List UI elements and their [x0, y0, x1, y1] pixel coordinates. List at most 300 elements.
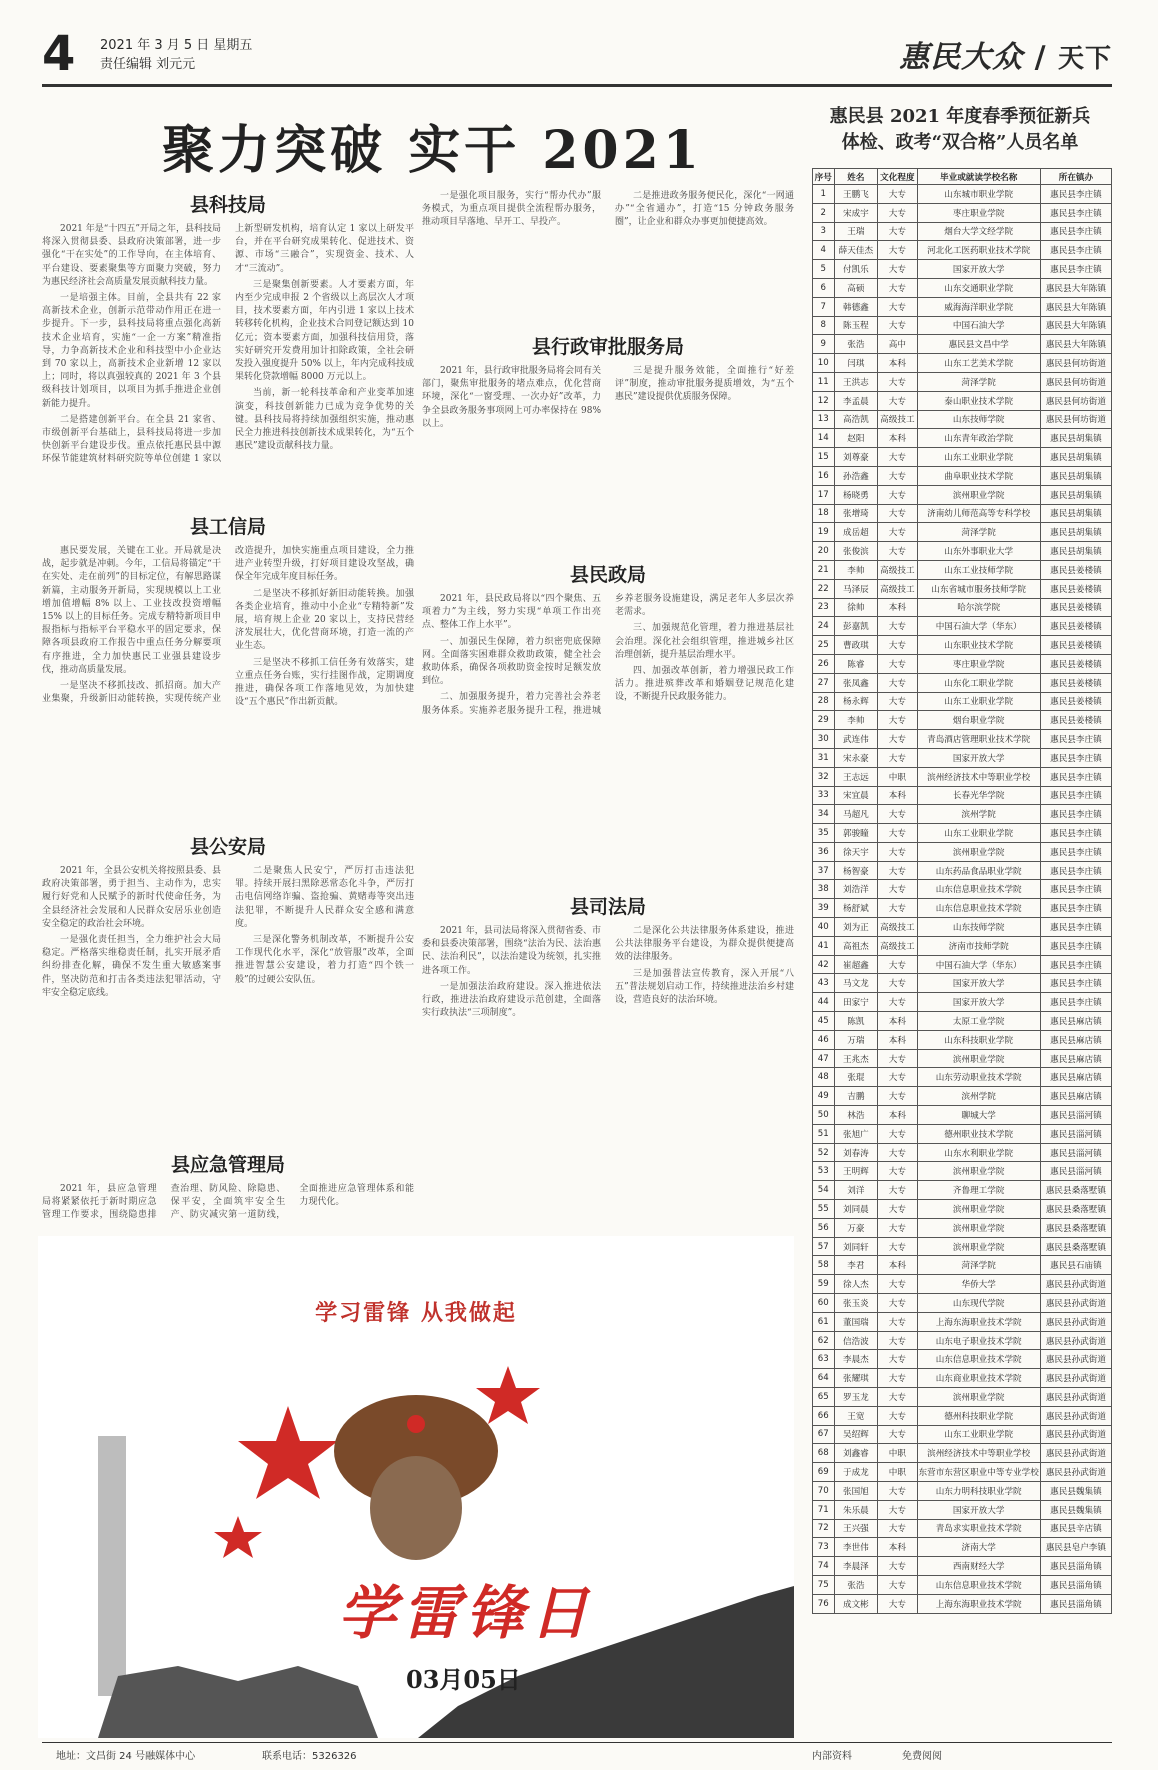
table-cell: 惠民县李庄镇 [1040, 974, 1111, 993]
table-cell: 李君 [834, 1256, 878, 1275]
table-cell: 大专 [878, 880, 917, 899]
table-cell: 42 [813, 955, 835, 974]
table-cell: 王兴强 [834, 1519, 878, 1538]
table-row [813, 504, 1112, 523]
table-cell: 山东技师学院 [917, 410, 1040, 429]
table-cell: 山东省城市服务技师学院 [917, 579, 1040, 598]
table-cell: 大专 [878, 1312, 917, 1331]
poster-slogan: 学习雷锋 从我做起 [315, 1301, 517, 1326]
table-cell: 山东技师学院 [917, 918, 1040, 937]
table-row [813, 372, 1112, 391]
table-cell: 惠民县孙武街道 [1040, 1331, 1111, 1350]
table-cell: 11 [813, 372, 835, 391]
table-cell: 王鹏飞 [834, 185, 878, 204]
table-cell: 大专 [878, 1200, 917, 1219]
article-civil-affairs-bureau [422, 560, 794, 878]
table-cell: 大专 [878, 542, 917, 561]
table-cell: 惠民县孙武街道 [1040, 1444, 1111, 1463]
table-row [813, 899, 1112, 918]
table-cell: 大专 [878, 654, 917, 673]
table-row [813, 297, 1112, 316]
table-cell: 18 [813, 504, 835, 523]
table-cell: 刘浩洋 [834, 880, 878, 899]
table-cell: 61 [813, 1312, 835, 1331]
table-row [813, 260, 1112, 279]
table-cell: 徐帅 [834, 598, 878, 617]
table-cell: 马文龙 [834, 974, 878, 993]
table-cell: 本科 [878, 598, 917, 617]
table-cell: 张浩 [834, 1575, 878, 1594]
table-cell: 万瑞 [834, 1030, 878, 1049]
table-row [813, 1444, 1112, 1463]
table-row [813, 222, 1112, 241]
table-cell: 惠民县淄河镇 [1040, 1106, 1111, 1125]
table-cell: 大专 [878, 636, 917, 655]
footer-address: 地址：文昌街 24 号融媒体中心 [56, 1751, 196, 1762]
table-cell: 29 [813, 711, 835, 730]
table-cell: 国家开放大学 [917, 260, 1040, 279]
table-cell: 李帅 [834, 711, 878, 730]
table-cell: 惠民县孙武街道 [1040, 1312, 1111, 1331]
table-cell: 张国旭 [834, 1481, 878, 1500]
table-cell: 惠民县李庄镇 [1040, 918, 1111, 937]
table-cell: 47 [813, 1049, 835, 1068]
table-row [813, 560, 1112, 579]
table-cell: 刘尊豪 [834, 448, 878, 467]
table-cell: 惠民县魏集镇 [1040, 1481, 1111, 1500]
table-row [813, 805, 1112, 824]
table-cell: 惠民县胡集镇 [1040, 542, 1111, 561]
table-cell: 惠民县孙武街道 [1040, 1294, 1111, 1313]
article-police-bureau [42, 832, 414, 1142]
table-cell: 山东商业职业技术学院 [917, 1369, 1040, 1388]
table-cell: 山东城市职业学院 [917, 185, 1040, 204]
table-cell: 曹政琪 [834, 636, 878, 655]
table-cell: 惠民县胡集镇 [1040, 504, 1111, 523]
table-cell: 惠民县淄角镇 [1040, 1575, 1111, 1594]
table-cell: 56 [813, 1218, 835, 1237]
roster-header-cell: 文化程度 [878, 169, 917, 185]
table-cell: 王兆杰 [834, 1049, 878, 1068]
table-cell: 64 [813, 1369, 835, 1388]
table-cell: 孙浩鑫 [834, 466, 878, 485]
table-row [813, 203, 1112, 222]
table-cell: 62 [813, 1331, 835, 1350]
table-cell: 57 [813, 1237, 835, 1256]
table-cell: 67 [813, 1425, 835, 1444]
table-cell: 惠民县辛店镇 [1040, 1519, 1111, 1538]
table-cell: 王志远 [834, 767, 878, 786]
table-cell: 21 [813, 560, 835, 579]
table-cell: 大专 [878, 861, 917, 880]
table-cell: 19 [813, 523, 835, 542]
paragraph: 2021 年是“十四五”开局之年，县科技局将深入贯彻县委、县政府决策部署，进一步强化“干在实处”的工作导向，在主体培育、平台建设、要素聚集等方面聚力突破，努力为惠民经济社会高质量发展贡献科技力量。 [42, 224, 221, 287]
table-cell: 40 [813, 918, 835, 937]
paragraph: 三、加强规范化管理，着力推进基层社会治理。深化社会组织管理，推进城乡社区治理创新，提升基层治理水平。 [615, 623, 794, 660]
table-cell: 杨晓勇 [834, 485, 878, 504]
table-cell: 惠民县孙武街道 [1040, 1425, 1111, 1444]
table-cell: 27 [813, 673, 835, 692]
table-cell: 6 [813, 278, 835, 297]
table-row [813, 1406, 1112, 1425]
roster-header-cell: 姓名 [834, 169, 878, 185]
table-cell: 25 [813, 636, 835, 655]
article-title: 县工信局 [189, 516, 266, 538]
article-middle-top [422, 190, 794, 320]
table-cell: 惠民县麻店镇 [1040, 1087, 1111, 1106]
table-cell: 惠民县姜楼镇 [1040, 598, 1111, 617]
table-cell: 于成龙 [834, 1463, 878, 1482]
table-cell: 菏泽学院 [917, 372, 1040, 391]
table-cell: 滨州经济技术中等职业学校 [917, 1444, 1040, 1463]
table-row [813, 1049, 1112, 1068]
article-emergency-bureau [42, 1150, 414, 1230]
table-row [813, 1256, 1112, 1275]
table-cell: 53 [813, 1162, 835, 1181]
table-row [813, 617, 1112, 636]
table-cell: 王瑞 [834, 222, 878, 241]
table-cell: 26 [813, 654, 835, 673]
table-cell: 刘同轩 [834, 1237, 878, 1256]
table-cell: 济南幼儿师范高等专科学校 [917, 504, 1040, 523]
huabiao-pillar [98, 1436, 126, 1696]
main-headline: 聚力突破 实干 2021 [162, 120, 703, 181]
table-cell: 国家开放大学 [917, 748, 1040, 767]
table-cell: 大专 [878, 372, 917, 391]
table-cell: 张旭广 [834, 1124, 878, 1143]
table-row [813, 579, 1112, 598]
article-industry-bureau [42, 512, 414, 814]
table-row [813, 842, 1112, 861]
paragraph: 二是深化公共法律服务体系建设，推进公共法律服务平台建设，为群众提供便捷高效的法律服务。 [615, 926, 794, 963]
table-cell: 惠民县李庄镇 [1040, 861, 1111, 880]
table-row [813, 598, 1112, 617]
table-cell: 惠民县姜楼镇 [1040, 579, 1111, 598]
paragraph: 二是搭建创新平台。在全县 21 家省、市级创新平台基础上，县科技局将进一步加快创新平台建设步伐。重点依托惠民县中源环保节能建筑材料研究院等单位创建 1 家以上新型研发机构，培育认定 1 家以上研发平台，并在平台研究成果转化、促进技术、资源、市场“三融合”，实现资金、技术、人才“三流动”。 [42, 224, 414, 465]
table-cell: 惠民县淄河镇 [1040, 1162, 1111, 1181]
table-cell: 大专 [878, 1425, 917, 1444]
table-row [813, 1575, 1112, 1594]
table-cell: 惠民县李庄镇 [1040, 936, 1111, 955]
table-cell: 东营市东营区职业中等专业学校 [917, 1463, 1040, 1482]
table-cell: 成岳超 [834, 523, 878, 542]
table-cell: 大专 [878, 1124, 917, 1143]
table-row [813, 391, 1112, 410]
table-cell: 高级技工 [878, 410, 917, 429]
table-cell: 37 [813, 861, 835, 880]
table-cell: 董国瑞 [834, 1312, 878, 1331]
table-cell: 山东交通职业学院 [917, 278, 1040, 297]
table-cell: 高级技工 [878, 918, 917, 937]
roster-title-line1: 惠民县 2021 年度春季预征新兵 [829, 106, 1091, 127]
table-cell: 大专 [878, 1218, 917, 1237]
table-row [813, 861, 1112, 880]
table-cell: 山东力明科技职业学院 [917, 1481, 1040, 1500]
table-cell: 17 [813, 485, 835, 504]
table-row [813, 1312, 1112, 1331]
paragraph: 当前，新一轮科技革命和产业变革加速演变，科技创新能力已成为竞争优势的关键。县科技局将持续加强组织实施，推动惠民全力推进科技创新技术成果转化，为“五个惠民”建设贡献科技力量。 [235, 388, 414, 452]
table-cell: 大专 [878, 1519, 917, 1538]
table-cell: 大专 [878, 1594, 917, 1613]
table-row [813, 748, 1112, 767]
table-cell: 38 [813, 880, 835, 899]
article-science-bureau [42, 190, 414, 480]
table-cell: 刘鑫睿 [834, 1444, 878, 1463]
table-cell: 陈凯 [834, 1012, 878, 1031]
table-cell: 山东信息职业技术学院 [917, 1350, 1040, 1369]
table-cell: 惠民县淄河镇 [1040, 1124, 1111, 1143]
table-cell: 大专 [878, 1087, 917, 1106]
table-cell: 58 [813, 1256, 835, 1275]
paragraph: 二、加强服务提升，着力完善社会养老服务体系。实施养老服务提升工程，推进城乡养老服务设施建设，满足老年人多层次养老需求。 [422, 594, 794, 716]
table-cell: 本科 [878, 429, 917, 448]
recruit-roster-table [812, 168, 1112, 1614]
table-cell: 国家开放大学 [917, 974, 1040, 993]
table-cell: 72 [813, 1519, 835, 1538]
table-cell: 惠民县李庄镇 [1040, 203, 1111, 222]
paragraph: 三是提升服务效能，全面推行“好差评”制度，推动审批服务提质增效，为“五个惠民”建设提供优质服务保障。 [615, 366, 794, 403]
table-cell: 刘洋 [834, 1181, 878, 1200]
table-cell: 薛天佳杰 [834, 241, 878, 260]
table-cell: 高祖杰 [834, 936, 878, 955]
paragraph: 一是强化项目服务，实行“帮办代办”服务模式，为重点项目提供全流程帮办服务，推动项目早落地、早开工、早投产。 [422, 191, 601, 228]
table-cell: 73 [813, 1538, 835, 1557]
table-cell: 吉鹏 [834, 1087, 878, 1106]
table-cell: 哈尔滨学院 [917, 598, 1040, 617]
table-cell: 36 [813, 842, 835, 861]
table-cell: 28 [813, 692, 835, 711]
table-cell: 35 [813, 824, 835, 843]
table-cell: 成文彬 [834, 1594, 878, 1613]
table-cell: 李世伟 [834, 1538, 878, 1557]
table-cell: 16 [813, 466, 835, 485]
table-cell: 大专 [878, 1369, 917, 1388]
roster-title [810, 104, 1110, 156]
table-cell: 韩德鑫 [834, 297, 878, 316]
roster-header-row [813, 169, 1112, 185]
table-cell: 河北化工医药职业技术学院 [917, 241, 1040, 260]
paragraph: 2021 年，全县公安机关将按照县委、县政府决策部署，勇于担当、主动作为，忠实履行好党和人民赋予的新时代使命任务，为全县经济社会发展和人民群众安居乐业创造安全稳定的政治社会环境。 [42, 866, 221, 929]
table-cell: 大专 [878, 1406, 917, 1425]
paragraph: 一是坚决不移抓技改、抓招商。加大产业集聚，升级新旧动能转换，实现传统产业改造提升，加快实施重点项目建设，全力推进产业转型升级，打好项目建设攻坚战，确保全年完成年度目标任务。 [42, 546, 414, 705]
table-cell: 西南财经大学 [917, 1557, 1040, 1576]
table-cell: 55 [813, 1200, 835, 1219]
table-cell: 山东劳动职业技术学院 [917, 1068, 1040, 1087]
table-cell: 陈睿 [834, 654, 878, 673]
table-cell: 惠民县淄河镇 [1040, 1143, 1111, 1162]
table-cell: 大专 [878, 185, 917, 204]
table-cell: 大专 [878, 523, 917, 542]
table-cell: 50 [813, 1106, 835, 1125]
table-row [813, 767, 1112, 786]
table-row [813, 1068, 1112, 1087]
poster-title: 学雷锋日 [338, 1579, 595, 1647]
table-cell: 23 [813, 598, 835, 617]
paragraph: 一是强化责任担当，全力维护社会大局稳定。严格落实维稳责任制，扎实开展矛盾纠纷排查化解，确保不发生重大敏感案事件，坚决防范和打击各类违法犯罪活动，守牢安全稳定底线。 [42, 935, 221, 998]
table-row [813, 1369, 1112, 1388]
table-cell: 闫琪 [834, 354, 878, 373]
table-cell: 5 [813, 260, 835, 279]
table-cell: 大专 [878, 993, 917, 1012]
table-cell: 59 [813, 1275, 835, 1294]
table-cell: 高级技工 [878, 560, 917, 579]
table-cell: 大专 [878, 504, 917, 523]
table-cell: 惠民县孙武街道 [1040, 1350, 1111, 1369]
table-cell: 太原工业学院 [917, 1012, 1040, 1031]
table-cell: 1 [813, 185, 835, 204]
table-cell: 万豪 [834, 1218, 878, 1237]
table-cell: 武连伟 [834, 730, 878, 749]
table-cell: 中职 [878, 1444, 917, 1463]
paragraph: 2021 年，县司法局将深入贯彻省委、市委和县委决策部署，围绕“法治为民、法治惠民、法治利民”，以法治建设为统领，扎实推进各项工作。 [422, 926, 601, 976]
table-cell: 菏泽学院 [917, 1256, 1040, 1275]
issue-info [100, 36, 252, 74]
table-cell: 43 [813, 974, 835, 993]
page-number: 4 [42, 26, 76, 82]
footer-free: 免费阅阅 [902, 1751, 942, 1762]
table-cell: 朱乐晨 [834, 1500, 878, 1519]
table-cell: 长春光华学院 [917, 786, 1040, 805]
table-cell: 山东电子职业技术学院 [917, 1331, 1040, 1350]
table-cell: 滨州职业学院 [917, 1218, 1040, 1237]
table-cell: 惠民县胡集镇 [1040, 485, 1111, 504]
table-cell: 杨智豪 [834, 861, 878, 880]
table-row [813, 448, 1112, 467]
table-cell: 大专 [878, 899, 917, 918]
table-cell: 王宽 [834, 1406, 878, 1425]
article-title: 县公安局 [189, 836, 266, 858]
table-cell: 高浩凯 [834, 410, 878, 429]
table-cell: 中职 [878, 767, 917, 786]
table-cell: 大专 [878, 222, 917, 241]
table-cell: 惠民县孙武街道 [1040, 1275, 1111, 1294]
paragraph: 四、加强改革创新，着力增强民政工作活力。推进殡葬改革和婚姻登记规范化建设，不断提升民政服务能力。 [615, 666, 794, 703]
table-cell: 滨州经济技术中等职业学校 [917, 767, 1040, 786]
table-cell: 滨州职业学院 [917, 1162, 1040, 1181]
table-cell: 马超凡 [834, 805, 878, 824]
table-cell: 惠民县魏集镇 [1040, 1500, 1111, 1519]
table-cell: 聊城大学 [917, 1106, 1040, 1125]
table-cell: 张增琦 [834, 504, 878, 523]
table-row [813, 824, 1112, 843]
table-cell: 惠民县李庄镇 [1040, 824, 1111, 843]
poster-date: 03月05日 [406, 1665, 521, 1694]
editor-line: 责任编辑 刘元元 [100, 57, 196, 72]
table-row [813, 542, 1112, 561]
table-cell: 惠民县李庄镇 [1040, 993, 1111, 1012]
table-row [813, 1594, 1112, 1613]
table-cell: 惠民县麻店镇 [1040, 1068, 1111, 1087]
table-cell: 烟台大学文经学院 [917, 222, 1040, 241]
table-cell: 本科 [878, 786, 917, 805]
table-row [813, 1294, 1112, 1313]
table-cell: 54 [813, 1181, 835, 1200]
table-cell: 惠民县孙武街道 [1040, 1463, 1111, 1482]
table-cell: 4 [813, 241, 835, 260]
table-cell: 滨州职业学院 [917, 1049, 1040, 1068]
table-cell: 惠民县淄角镇 [1040, 1594, 1111, 1613]
paragraph: 一、加强民生保障，着力织密兜底保障网。全面落实困难群众救助政策，健全社会救助体系，确保各项救助资金按时足额发放到位。 [422, 636, 601, 687]
table-cell: 惠民县淄角镇 [1040, 1557, 1111, 1576]
paragraph: 三是深化警务机制改革，不断提升公安工作现代化水平，深化“放管服”改革，全面推进智慧公安建设，着力打造“四个铁一般”的过硬公安队伍。 [235, 935, 414, 985]
table-cell: 徐人杰 [834, 1275, 878, 1294]
table-row [813, 1162, 1112, 1181]
table-cell: 本科 [878, 354, 917, 373]
table-row [813, 1030, 1112, 1049]
table-cell: 45 [813, 1012, 835, 1031]
table-cell: 惠民县李庄镇 [1040, 955, 1111, 974]
paragraph: 二是聚焦人民安宁，严厉打击违法犯罪。持续开展扫黑除恶常态化斗争，严厉打击电信网络诈骗、盗抢骗、黄赌毒等突出违法犯罪，不断提升人民群众安全感和满意度。 [235, 866, 414, 929]
table-cell: 惠民县姜楼镇 [1040, 711, 1111, 730]
table-cell: 惠民县李庄镇 [1040, 786, 1111, 805]
table-cell: 刘春涛 [834, 1143, 878, 1162]
table-cell: 33 [813, 786, 835, 805]
table-row [813, 1124, 1112, 1143]
table-cell: 大专 [878, 260, 917, 279]
table-cell: 山东药品食品职业学院 [917, 861, 1040, 880]
article-approval-bureau [422, 332, 794, 554]
table-cell: 高中 [878, 335, 917, 354]
paragraph: 2021 年，县应急管理局将紧紧依托于新时期应急管理工作要求，围绕隐患排查治理、防风险、除隐患、保平安，全面筑牢安全生产、防灾减灾第一道防线，全面推进应急管理体系和能力现代化。 [42, 1184, 414, 1221]
table-cell: 大专 [878, 466, 917, 485]
paragraph: 一是培强主体。目前，全县共有 22 家高新技术企业，创新示范带动作用正在进一步提升。下一步，县科技局将重点强化高新技术企业培育，实施“一企一方案”精准指导，力争高新技术企业和科技型中小企业达到 70 家以上，高新技术企业新增 12 家以上；同时，将以真强较真的 2021 年 3 个县级科技计划项目，以项目为抓手推进企业创新能力提升。 [42, 293, 221, 409]
table-cell: 高级技工 [878, 936, 917, 955]
table-cell: 华侨大学 [917, 1275, 1040, 1294]
table-cell: 大专 [878, 1237, 917, 1256]
table-cell: 大专 [878, 278, 917, 297]
table-cell: 惠民县桑落墅镇 [1040, 1181, 1111, 1200]
table-cell: 大专 [878, 1557, 917, 1576]
table-cell: 惠民县大年陈镇 [1040, 316, 1111, 335]
table-cell: 52 [813, 1143, 835, 1162]
table-cell: 大专 [878, 485, 917, 504]
table-cell: 大专 [878, 1575, 917, 1594]
table-cell: 惠民县孙武街道 [1040, 1388, 1111, 1407]
table-cell: 22 [813, 579, 835, 598]
article-title: 县科技局 [189, 194, 266, 216]
table-cell: 74 [813, 1557, 835, 1576]
paragraph: 一是加强法治政府建设。深入推进依法行政，推进法治政府建设示范创建，全面落实行政执法“三项制度”。 [422, 981, 601, 1019]
table-cell: 宋成宇 [834, 203, 878, 222]
table-cell: 惠民县大年陈镇 [1040, 297, 1111, 316]
table-row [813, 429, 1112, 448]
article-title: 县司法局 [569, 896, 646, 918]
table-cell: 滨州学院 [917, 1087, 1040, 1106]
table-cell: 2 [813, 203, 835, 222]
table-cell: 惠民县姜楼镇 [1040, 673, 1111, 692]
issue-date: 2021 年 3 月 5 日 星期五 [100, 38, 253, 53]
table-cell: 滨州职业学院 [917, 485, 1040, 504]
table-cell: 大专 [878, 1049, 917, 1068]
article-title: 县民政局 [569, 564, 646, 586]
table-cell: 惠民县李庄镇 [1040, 222, 1111, 241]
table-cell: 德州职业技术学院 [917, 1124, 1040, 1143]
table-cell: 惠民县何坊街道 [1040, 354, 1111, 373]
table-cell: 大专 [878, 1481, 917, 1500]
table-cell: 大专 [878, 673, 917, 692]
table-cell: 滨州职业学院 [917, 1388, 1040, 1407]
table-row [813, 1200, 1112, 1219]
table-cell: 山东工艺美术学院 [917, 354, 1040, 373]
table-cell: 徐天宇 [834, 842, 878, 861]
section-name: 天下 [1057, 44, 1112, 74]
paragraph: 惠民要发展，关键在工业。开局就是决战，起步就是冲刺。今年，工信局将锚定“干在实处、走在前列”的目标定位，有解思路谋新篇，主动服务开新局，实现规模以上工业增加值增幅 8% 以上、工业技改投资增幅 15% 以上的目标任务。完成专精特新项目申报指标与指标平台平稳水平的固定要求，保障各项县政府工作报告中重点任务分解要项有序推进，全力加快惠民工业强县建设步伐，推动高质量发展。 [42, 546, 221, 675]
table-cell: 山东信息职业技术学院 [917, 899, 1040, 918]
roster-body [813, 185, 1112, 1614]
table-cell: 上海东海职业技术学院 [917, 1594, 1040, 1613]
star-icon [238, 1406, 338, 1499]
table-cell: 罗玉龙 [834, 1388, 878, 1407]
